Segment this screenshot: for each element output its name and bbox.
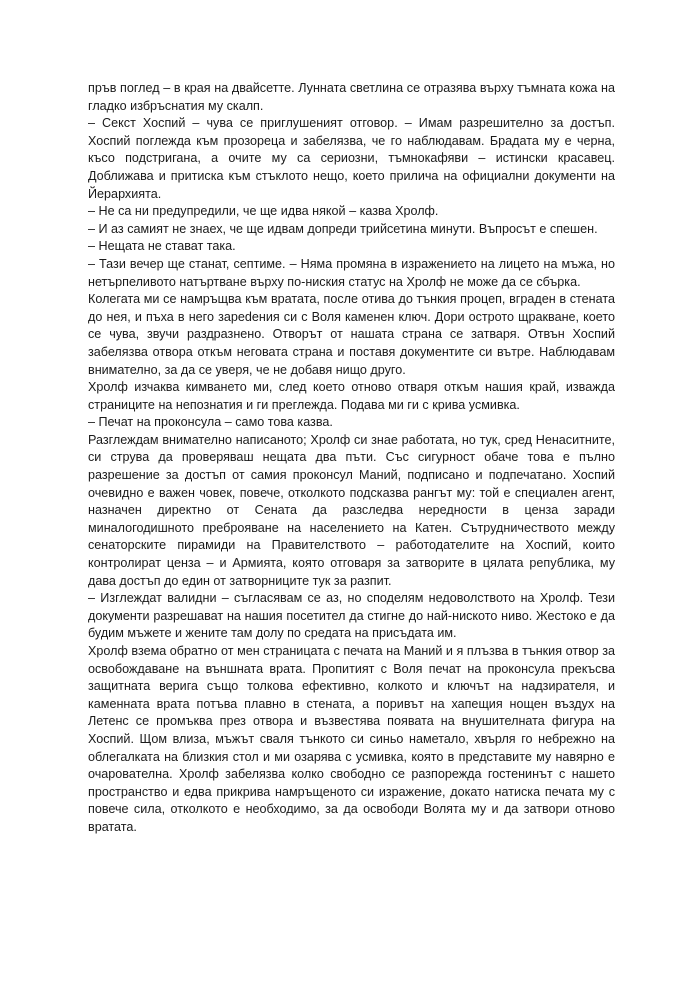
- paragraph: Хролф изчаква кимването ми, след което отново отваря откъм нашия край, изважда страниците на непознатия и ги преглежда. Подава ми ги с крива усмивка.: [88, 380, 615, 412]
- paragraph: пръв поглед – в края на двайсетте. Лунната светлина се отразява върху тъмната кожа на гладко избръснатия му скалп.: [88, 81, 615, 113]
- paragraph: – Секст Хоспий – чува се приглушеният отговор. – Имам разрешително за достъп. Хоспий поглежда към прозореца и забелязва, че го наблюдавам. Брадата му е черна, късо подстригана, а очите му са сериозни, тъмнокафяви – истински красавец. Доближава и притиска към стъклото нещо, което прилича на официални документи на Йерархията.: [88, 116, 615, 201]
- paragraph: – Печат на проконсула – само това казва.: [88, 415, 333, 430]
- paragraph: – Изглеждат валидни – съгласявам се аз, но споделям недоволството на Хролф. Тези документи разрешават на нашия посетител да стигне до най-ниското ниво. Жестоко е да будим мъжете и жените там долу по средата на присъдата им.: [88, 591, 615, 641]
- paragraph: – Тази вечер ще станат, септиме. – Няма промяна в изражението на лицето на мъжа, но нетърпеливото натъртване върху по-ниския статус на Хролф не може да се сбърка.: [88, 256, 615, 289]
- paragraph: Колегата ми се намръщва към вратата, после отива до тънкия процеп, вграден в стената до нея, и пъха в него зарedения си с Воля каменен ключ. Дори острото щракване, което се чува, звучи раздразнено. Отворът от нашата страна се затваря. Отвън Хоспий забелязва отвора откъм неговата страна и поставя документите си вътре. Наблюдавам внимателно, за да се уверя, че не добавя нищо друго.: [88, 292, 615, 377]
- paragraph: – И аз самият не знаех, че ще идвам допреди трийсетина минути. Въпросът е спешен.: [88, 221, 598, 236]
- paragraph: – Не са ни предупредили, че ще идва някой – казва Хролф.: [88, 204, 439, 219]
- paragraph: Разглеждам внимателно написаното; Хролф си знае работата, но тук, сред Ненаситните, си струва да проверяваш нещата два пъти. Със сигурност обаче това е пълно разрешение за достъп от самия проконсул Маний, подписано и подпечатано. Хоспий очевидно е важен човек, повече, отколкото подсказва рангът му: той е специален агент, назначен директно от Сената да разследва нередности в ценза заради миналогодишното преброяване на населението на Катен. Сътрудничеството между сенаторските пирамиди на Правителството – работодателите на Хоспий, които контролират ценза – и Армията, която отговаря за затворите в цялата република, му дава достъп до един от затворниците тук за разпит.: [88, 432, 615, 588]
- document-body: [88, 80, 615, 837]
- paragraph: – Нещата не стават така.: [88, 239, 236, 254]
- paragraph: Хролф взема обратно от мен страницата с печата на Маний и я плъзва в тънкия отвор за освобождаване на външната врата. Пропитият с Воля печат на проконсула прекъсва защитната верига също толкова ефективно, колкото и ключът на надзирателя, и каменната врата потъва плавно в стената, а поривът на хапещия нощен въздух на Летенс се промъква през отвора и възвестява появата на внушителната фигура на Хоспий. Щом влиза, мъжът сваля тънкото си синьо наметало, хвърля го небрежно на облегалката на близкия стол и ми озарява с усмивка, която в представите му навярно е очарователна. Хролф забелязва колко свободно се разпорежда гостенинът с нашето пространство и едва прикрива намръщеното си изражение, докато натиска печата му с повече сила, отколкото е необходимо, за да освободи Волята му и да затвори отново вратата.: [88, 644, 615, 834]
